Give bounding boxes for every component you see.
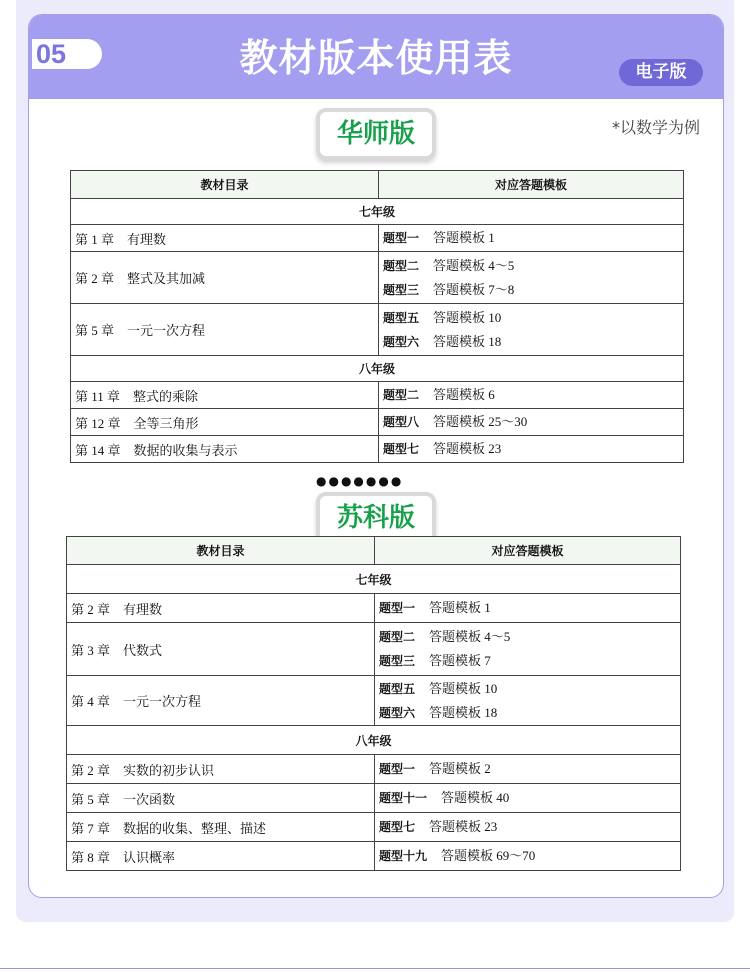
table-row <box>71 382 684 409</box>
template-ref: 答题模板 4～5 <box>433 257 515 273</box>
question-type: 题型十九 <box>379 849 428 863</box>
table-row <box>67 676 681 726</box>
template-ref: 答题模板 10 <box>433 309 502 325</box>
table-row <box>71 409 684 436</box>
table-row <box>71 304 684 356</box>
template-cell <box>375 784 681 813</box>
template-cell <box>379 409 684 436</box>
separator-dots: ●●●●●●● <box>316 474 404 488</box>
chapter-cell: 第 4 章 一元一次方程 <box>67 676 375 726</box>
template-cell <box>379 225 684 252</box>
template-cell <box>375 842 681 871</box>
question-type: 题型三 <box>379 654 416 668</box>
grade-label: 八年级 <box>67 726 681 755</box>
template-ref: 答题模板 10 <box>429 680 498 696</box>
template-ref: 答题模板 6 <box>433 387 495 402</box>
question-type: 题型一 <box>379 762 416 776</box>
template-cell <box>375 594 681 623</box>
question-type: 题型一 <box>383 231 420 245</box>
template-cell <box>379 304 684 356</box>
grade-row <box>71 356 684 382</box>
template-cell <box>375 676 681 726</box>
page-title: 教材版本使用表 <box>239 36 513 80</box>
question-type: 题型六 <box>383 334 420 349</box>
column-header-template: 对应答题模板 <box>375 537 681 565</box>
question-type: 题型十一 <box>379 791 428 805</box>
chapter-cell: 第 7 章 数据的收集、整理、描述 <box>67 813 375 842</box>
chapter-cell: 第 1 章 有理数 <box>71 225 379 252</box>
grade-label: 八年级 <box>71 356 684 382</box>
chapter-cell: 第 2 章 实数的初步认识 <box>67 755 375 784</box>
table-row <box>67 594 681 623</box>
section-number-badge: 05 <box>32 39 102 69</box>
template-cell <box>375 623 681 676</box>
chapter-cell: 第 2 章 整式及其加减 <box>71 252 379 304</box>
grade-row <box>71 199 684 225</box>
edition-badge: 电子版 <box>619 59 703 86</box>
question-type: 题型七 <box>379 820 416 834</box>
huashi-table <box>70 170 684 463</box>
template-ref: 答题模板 18 <box>429 704 498 720</box>
bottom-divider <box>0 968 750 969</box>
chapter-cell: 第 11 章 整式的乘除 <box>71 382 379 409</box>
header-banner <box>29 15 723 99</box>
question-type: 题型一 <box>379 601 416 615</box>
template-ref: 答题模板 4～5 <box>429 629 511 644</box>
question-type: 题型七 <box>383 442 420 456</box>
template-ref: 答题模板 69～70 <box>441 848 536 863</box>
table-row <box>67 623 681 676</box>
question-type: 题型五 <box>383 310 420 325</box>
template-cell <box>379 436 684 463</box>
chapter-cell: 第 5 章 一元一次方程 <box>71 304 379 356</box>
question-type: 题型二 <box>379 630 416 644</box>
template-ref: 答题模板 23 <box>433 441 502 456</box>
chapter-cell: 第 5 章 一次函数 <box>67 784 375 813</box>
table-header-row <box>67 537 681 565</box>
template-cell <box>379 252 684 304</box>
edition-tag-huashi: 华师版 <box>316 108 436 160</box>
template-ref: 答题模板 18 <box>433 333 502 349</box>
template-cell <box>379 382 684 409</box>
column-header-catalog: 教材目录 <box>71 171 379 199</box>
template-ref: 答题模板 7～8 <box>433 281 515 297</box>
table-row <box>67 813 681 842</box>
table-row <box>71 436 684 463</box>
grade-label: 七年级 <box>71 199 684 225</box>
question-type: 题型二 <box>383 388 420 402</box>
question-type: 题型六 <box>379 705 416 720</box>
table-row <box>71 225 684 252</box>
grade-label: 七年级 <box>67 565 681 594</box>
edition-tag-suke: 苏科版 <box>316 492 436 544</box>
template-ref: 答题模板 25～30 <box>433 414 528 429</box>
template-ref: 答题模板 1 <box>429 600 491 615</box>
chapter-cell: 第 12 章 全等三角形 <box>71 409 379 436</box>
template-cell <box>375 813 681 842</box>
template-ref: 答题模板 1 <box>433 230 495 245</box>
suke-table <box>66 536 681 871</box>
table-row <box>67 784 681 813</box>
table-row <box>67 842 681 871</box>
question-type: 题型三 <box>383 282 420 297</box>
chapter-cell: 第 8 章 认识概率 <box>67 842 375 871</box>
table-row <box>71 252 684 304</box>
question-type: 题型二 <box>383 258 420 273</box>
grade-row <box>67 565 681 594</box>
template-ref: 答题模板 23 <box>429 819 498 834</box>
chapter-cell: 第 2 章 有理数 <box>67 594 375 623</box>
column-header-catalog: 教材目录 <box>67 537 375 565</box>
template-ref: 答题模板 7 <box>429 653 491 668</box>
table-header-row <box>71 171 684 199</box>
table-row <box>67 755 681 784</box>
grade-row <box>67 726 681 755</box>
question-type: 题型八 <box>383 415 420 429</box>
column-header-template: 对应答题模板 <box>379 171 684 199</box>
template-ref: 答题模板 2 <box>429 761 491 776</box>
template-ref: 答题模板 40 <box>441 790 510 805</box>
question-type: 题型五 <box>379 681 416 696</box>
template-cell <box>375 755 681 784</box>
chapter-cell: 第 3 章 代数式 <box>67 623 375 676</box>
chapter-cell: 第 14 章 数据的收集与表示 <box>71 436 379 463</box>
subject-note: *以数学为例 <box>612 118 701 137</box>
